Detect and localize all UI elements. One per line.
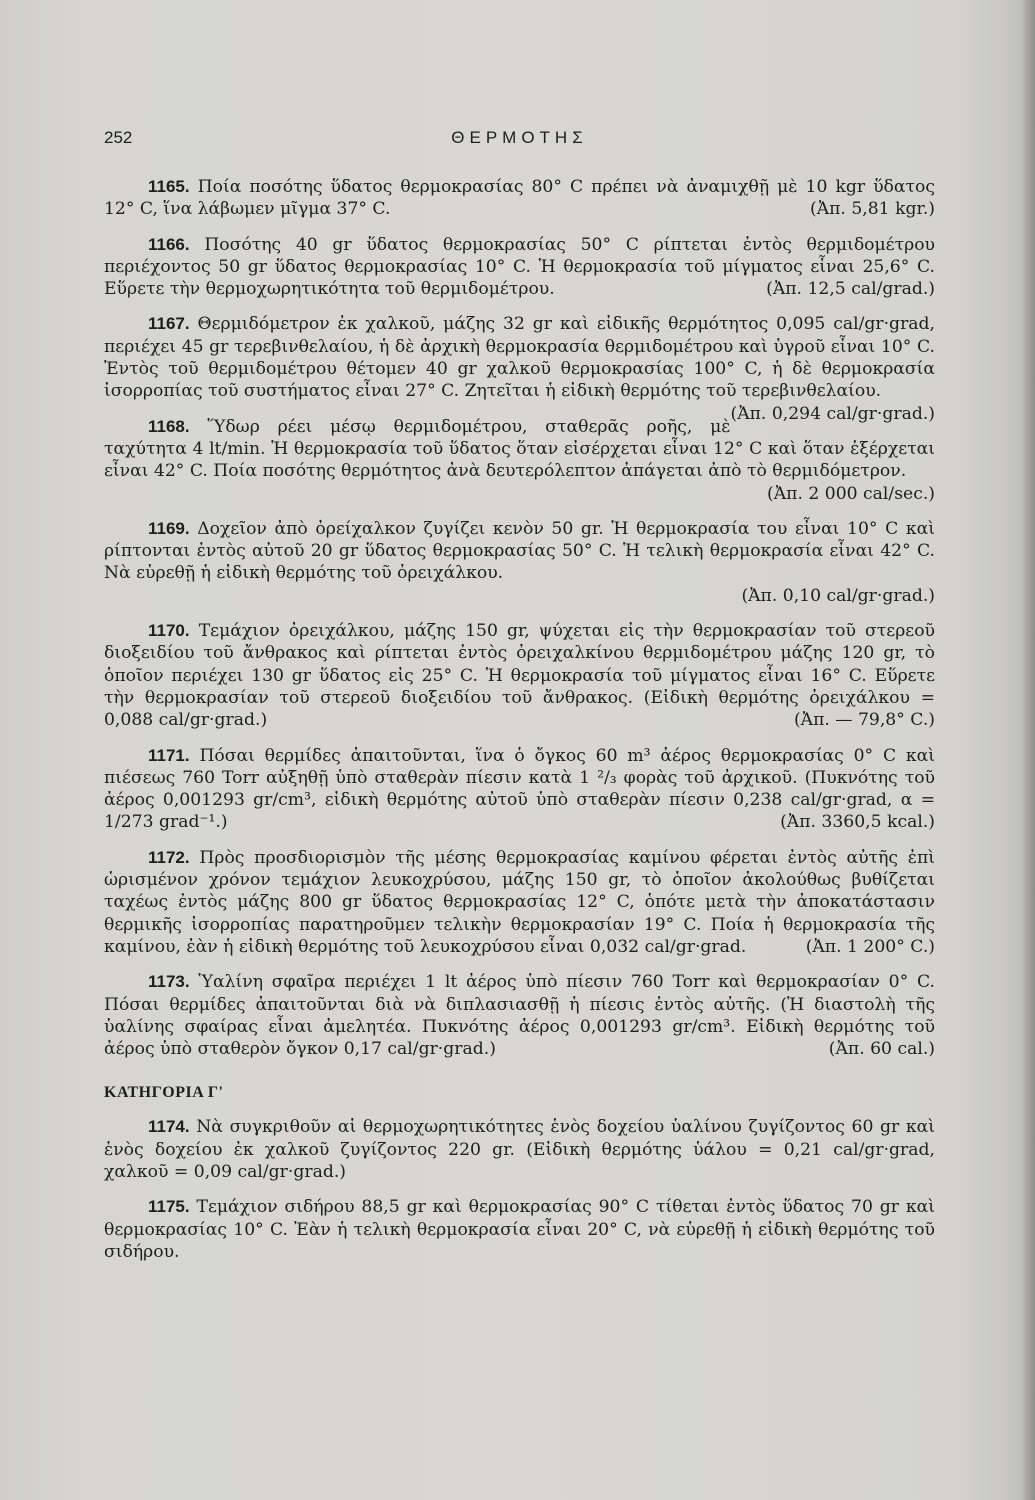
problem-number: 1170. — [148, 621, 190, 641]
problem-number: 1171. — [148, 745, 190, 765]
problem-number: 1166. — [148, 234, 190, 254]
problem-number: 1168. — [148, 416, 190, 436]
problem-answer: (Ἀπ. 3360,5 kcal.) — [780, 812, 935, 833]
problem-text: Πόσαι θερμίδες ἀπαιτοῦνται, ἵνα ὁ ὄγκος 60 m³ ἀέρος θερμοκρασίας 0° C καὶ πιέσεως 760 Torr αὐξηθῇ ὑπὸ σταθερὰν πίεσιν κατὰ 1 ²/₃ φορὰς τοῦ ἀρχικοῦ. (Πυκνότης τοῦ ἀέρος 0,001293 gr/cm³, εἰδικὴ θερμότης αὐτοῦ ὑπὸ σταθερὰν πίεσιν 0,238 cal/gr·grad, α = 1/273 grad⁻¹.) — [104, 745, 935, 833]
problem-text: Ποσότης 40 gr ὕδατος θερμοκρασίας 50° C ρίπτεται ἐντὸς θερμιδομέτρου περιέχοντος 50 gr ὕδατος θερμοκρασίας 10° C. Ἡ θερμοκρασία τοῦ μίγματος εἶναι 25,6° C. Εὕρετε τὴν θερμοχωρητικότητα τοῦ θερμιδομέτρου. — [104, 234, 935, 300]
problem-number: 1175. — [148, 1197, 190, 1217]
problem-1166 — [104, 234, 935, 301]
problem-1175 — [104, 1196, 935, 1263]
problem-1172 — [104, 847, 935, 958]
problem-1165 — [104, 176, 935, 221]
problem-answer: (Ἀπ. 12,5 cal/grad.) — [766, 279, 935, 300]
problem-answer: (Ἀπ. 0,10 cal/gr·grad.) — [741, 585, 935, 606]
problem-text: Νὰ συγκριθοῦν αἱ θερμοχωρητικότητες ἑνὸς δοχείου ὑαλίνου ζυγίζοντος 60 gr καὶ ἑνὸς δοχείου ἐκ χαλκοῦ ζυγίζοντος 220 gr. (Εἰδικὴ θερμότης ὑάλου = 0,21 cal/gr·grad, χαλκοῦ = 0,09 cal/gr·grad.) — [104, 1117, 935, 1182]
problem-answer: (Ἀπ. 60 cal.) — [828, 1039, 935, 1060]
problem-1167 — [104, 313, 935, 424]
category-heading: ΚΑΤΗΓΟΡΙΑ Γ' — [104, 1084, 224, 1102]
problem-answer: (Ἀπ. 0,294 cal/gr·grad.) — [730, 403, 935, 424]
problem-text: Δοχεῖον ἀπὸ ὀρείχαλκον ζυγίζει κενὸν 50 gr. Ἡ θερμοκρασία του εἶναι 10° C καὶ ρίπτονται ἐντὸς αὐτοῦ 20 gr ὕδατος θερμοκρασίας 50° C. Ἡ τελικὴ θερμοκρασία εἶναι 42° C. Νὰ εὑρεθῇ ἡ εἰδικὴ θερμότης τοῦ ὀρειχάλκου. — [104, 518, 935, 584]
problem-text: Τεμάχιον σιδήρου 88,5 gr καὶ θερμοκρασίας 90° C τίθεται ἐντὸς ὕδατος 70 gr καὶ θερμοκρασίας 10° C. Ἐὰν ἡ τελικὴ θερμοκρασία εἶναι 20° C, νὰ εὑρεθῇ ἡ εἰδικὴ θερμότης τοῦ σιδήρου. — [104, 1197, 936, 1262]
problem-number: 1165. — [148, 177, 190, 196]
problem-number: 1167. — [148, 314, 190, 334]
problem-text: Ὑαλίνη σφαῖρα περιέχει 1 lt ἀέρος ὑπὸ πίεσιν 760 Torr καὶ θερμοκρασίαν 0° C. Πόσαι θερμίδες ἀπαιτοῦνται διὰ νὰ διπλασιασθῇ ἡ πίεσις ἐντὸς αὐτῆς. (Ἡ διαστολὴ τῆς ὑαλίνης σφαίρας εἶναι ἀμελητέα. Πυκνότης ἀέρος 0,001293 gr/cm³. Εἰδικὴ θερμότης τοῦ ἀέρος ὑπὸ σταθερὸν ὄγκον 0,17 cal/gr·grad.) — [104, 972, 935, 1060]
problem-number: 1173. — [148, 972, 190, 992]
problem-answer: (Ἀπ. 5,81 kgr.) — [810, 199, 935, 220]
problem-1171 — [104, 745, 935, 834]
problem-text: Ὕδωρ ρέει μέσῳ θερμιδομέτρου, σταθερᾶς ροῆς, μὲ ταχύτητα 4 lt/min. Ἡ θερμοκρασία τοῦ ὕδατος ὅταν εἰσέρχεται εἶναι 12° C καὶ ὅταν ἐξέρχεται εἶναι 42° C. Ποία ποσότης θερμότητος ἀνὰ δευτερόλεπτον ἀπάγεται ἀπὸ τὸ θερμιδόμετρον. — [104, 416, 935, 482]
problem-number: 1169. — [148, 518, 190, 538]
problem-answer: (Ἀπ. 1 200° C.) — [805, 936, 935, 957]
problem-1169 — [104, 518, 935, 607]
problem-number: 1172. — [148, 847, 190, 867]
page-edge-shadow — [1021, 0, 1035, 1500]
problem-1168 — [104, 416, 935, 505]
problem-answer: (Ἀπ. 2 000 cal/sec.) — [767, 483, 935, 504]
problem-1174 — [104, 1116, 935, 1183]
page-header — [104, 128, 935, 154]
problem-text: Ποία ποσότης ὕδατος θερμοκρασίας 80° C πρέπει νὰ ἀναμιχθῇ μὲ 10 kgr ὕδατος 12° C, ἵνα λάβωμεν μῖγμα 37° C. — [104, 177, 935, 220]
problem-text: Πρὸς προσδιορισμὸν τῆς μέσης θερμοκρασίας καμίνου φέρεται ἐντὸς αὐτῆς ἐπὶ ὡρισμένον χρόνον τεμάχιον λευκοχρύσου, μάζης 150 gr, τὸ ὁποῖον ἀκολούθως βυθίζεται ταχέως ἐντὸς μάζης 800 gr ὕδατος θερμοκρασίας 12° C, ὁπότε μετὰ τὴν ἀποκατάστασιν θερμικῆς ἰσορροπίας παρατηροῦμεν τελικὴν θερμοκρασίαν 19° C. Ποία ἡ θερμοκρασία τῆς καμίνου, ἐὰν ἡ εἰδικὴ θερμότης τοῦ λευκοχρύσου εἶναι 0,032 cal/gr·grad. — [104, 847, 935, 957]
page-number: 252 — [104, 128, 133, 147]
page-content — [104, 176, 935, 1276]
problem-text: Θερμιδόμετρον ἐκ χαλκοῦ, μάζης 32 gr καὶ εἰδικῆς θερμότητος 0,095 cal/gr·grad, περιέχει 45 gr τερεβινθελαίου, ἡ δὲ ἀρχικὴ θερμοκρασία θερμιδομέτρου καὶ ὑγροῦ εἶναι 10° C. Ἐντὸς τοῦ θερμιδομέτρου θέτομεν 40 gr χαλκοῦ θερμοκρασίας 100° C, ἡ δὲ θερμοκρασία ἰσορροπίας τοῦ συστήματος εἶναι 27° C. Ζητεῖται ἡ εἰδικὴ θερμότης τοῦ τερεβινθελαίου. — [104, 314, 935, 402]
problem-answer: (Ἀπ. — 79,8° C.) — [793, 710, 935, 731]
problem-1170 — [104, 620, 935, 731]
problem-number: 1174. — [148, 1117, 190, 1137]
running-title: ΘΕΡΜΟΤΗΣ — [451, 128, 588, 147]
problem-text: Τεμάχιον ὀρειχάλκου, μάζης 150 gr, ψύχεται εἰς τὴν θερμοκρασίαν τοῦ στερεοῦ διοξειδίου τοῦ ἄνθρακος καὶ ρίπτεται ἐντὸς ὀρειχαλκίνου θερμιδομέτρου μάζης 120 gr, τὸ ὁποῖον περιέχει 130 gr ὕδατος εἰς 25° C. Ἡ θερμοκρασία τοῦ μίγματος εἶναι 16° C. Εὕρετε τὴν θερμοκρασίαν τοῦ στερεοῦ διοξειδίου τοῦ ἄνθρακος. (Εἰδικὴ θερμότης ὀρειχάλκου = 0,088 cal/gr·grad.) — [104, 621, 935, 731]
problem-1173 — [104, 971, 935, 1060]
